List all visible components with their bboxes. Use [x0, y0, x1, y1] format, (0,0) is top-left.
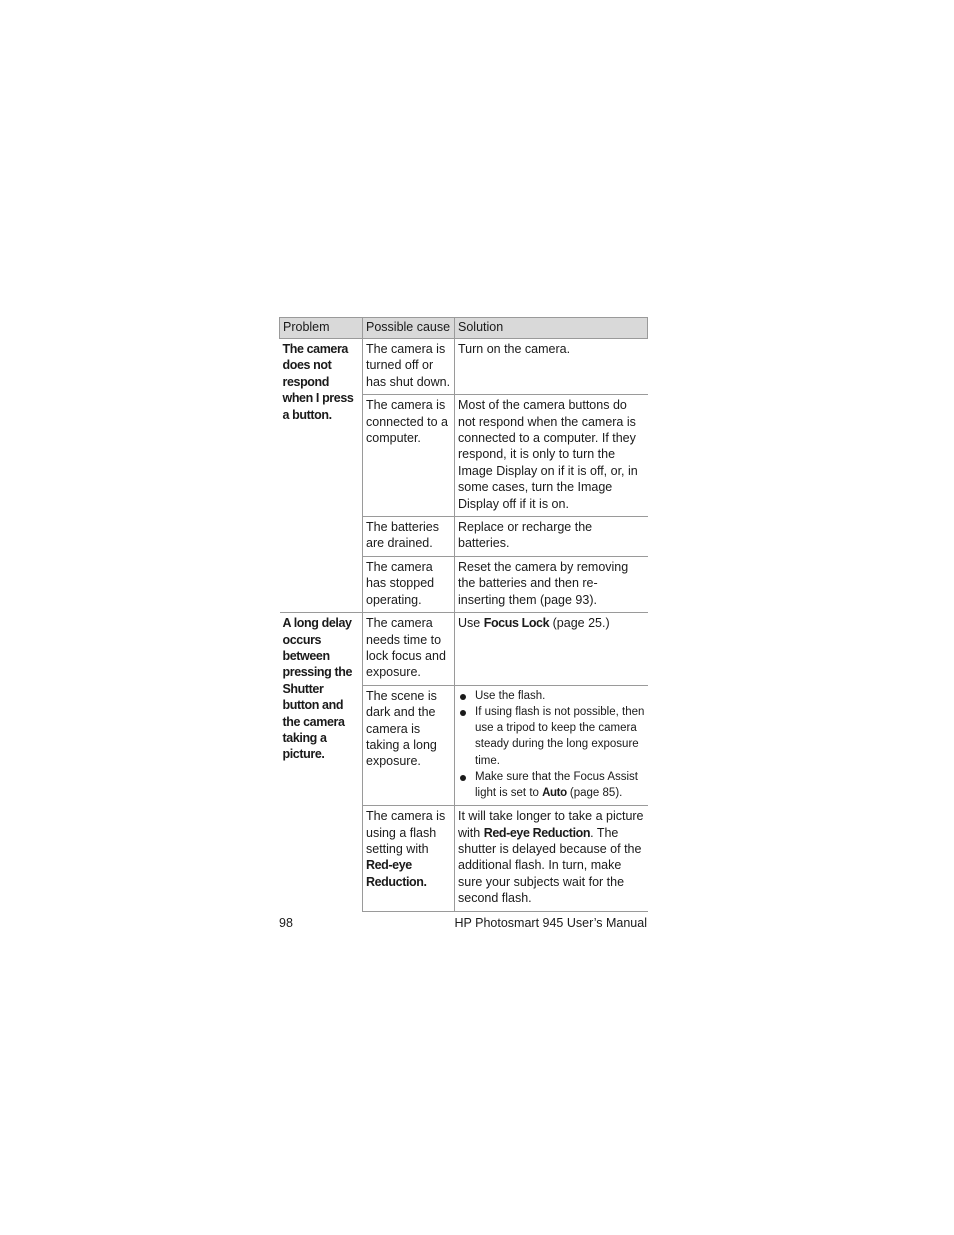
bullet-item: Use the flash.: [458, 688, 645, 704]
problem-cell: A long delay occurs between pressing the Shutter button and the camera taking a picture.: [280, 613, 363, 911]
solution-cell: [455, 613, 648, 686]
header-possible-cause: Possible cause: [363, 318, 455, 339]
solution-cell: Reset the camera by removing the batteries and then re-inserting them (page 93).: [455, 556, 648, 612]
solution-cell: [455, 685, 648, 805]
ui-term: Red-eye Reduction.: [366, 858, 427, 889]
solution-text: Use: [458, 616, 484, 631]
troubleshooting-table-container: [279, 317, 647, 912]
ui-term: Auto: [542, 786, 567, 799]
solution-text: (page 25.): [549, 616, 610, 631]
solution-cell: Turn on the camera.: [455, 339, 648, 395]
solution-cell: [455, 806, 648, 911]
table-row: [280, 339, 648, 395]
bullet-item: [458, 769, 645, 801]
bullet-text: (page 85).: [566, 786, 623, 799]
bullet-item: If using flash is not possible, then use a tripod to keep the camera steady during the long exposure time.: [458, 704, 645, 769]
bullet-text: Make sure that the Focus Assist light is set to: [475, 770, 638, 799]
manual-title: HP Photosmart 945 User’s Manual: [454, 916, 647, 930]
solution-cell: Most of the camera buttons do not respond when the camera is connected to a computer. If they respond, it is only to turn the Image Display on if it is off, or, in some cases, turn the Image Display off if it is on.: [455, 395, 648, 517]
cause-cell: The scene is dark and the camera is taking a long exposure.: [363, 685, 455, 805]
table-header-row: [280, 318, 648, 339]
solution-text: . The shutter is delayed because of the additional flash. In turn, make sure your subjects wait for the second flash.: [458, 825, 642, 906]
solution-cell: Replace or recharge the batteries.: [455, 517, 648, 557]
problem-cell: The camera does not respond when I press a button.: [280, 339, 363, 613]
cause-text: The camera is using a flash setting with: [366, 809, 446, 856]
cause-cell: The camera needs time to lock focus and exposure.: [363, 613, 455, 686]
ui-term: Red-eye Reduction: [483, 825, 591, 840]
cause-cell: The camera is connected to a computer.: [363, 395, 455, 517]
header-solution: Solution: [455, 318, 648, 339]
page-number: 98: [279, 916, 293, 930]
cause-cell: The camera is turned off or has shut down.: [363, 339, 455, 395]
ui-term: Focus Lock: [483, 616, 550, 631]
troubleshooting-table: [279, 317, 648, 912]
header-problem: Problem: [280, 318, 363, 339]
cause-cell: The batteries are drained.: [363, 517, 455, 557]
cause-cell: [363, 806, 455, 911]
solution-text: It will take longer to take a picture with: [458, 809, 644, 840]
table-row: [280, 613, 648, 686]
cause-cell: The camera has stopped operating.: [363, 556, 455, 612]
solution-bullet-list: [458, 688, 645, 801]
